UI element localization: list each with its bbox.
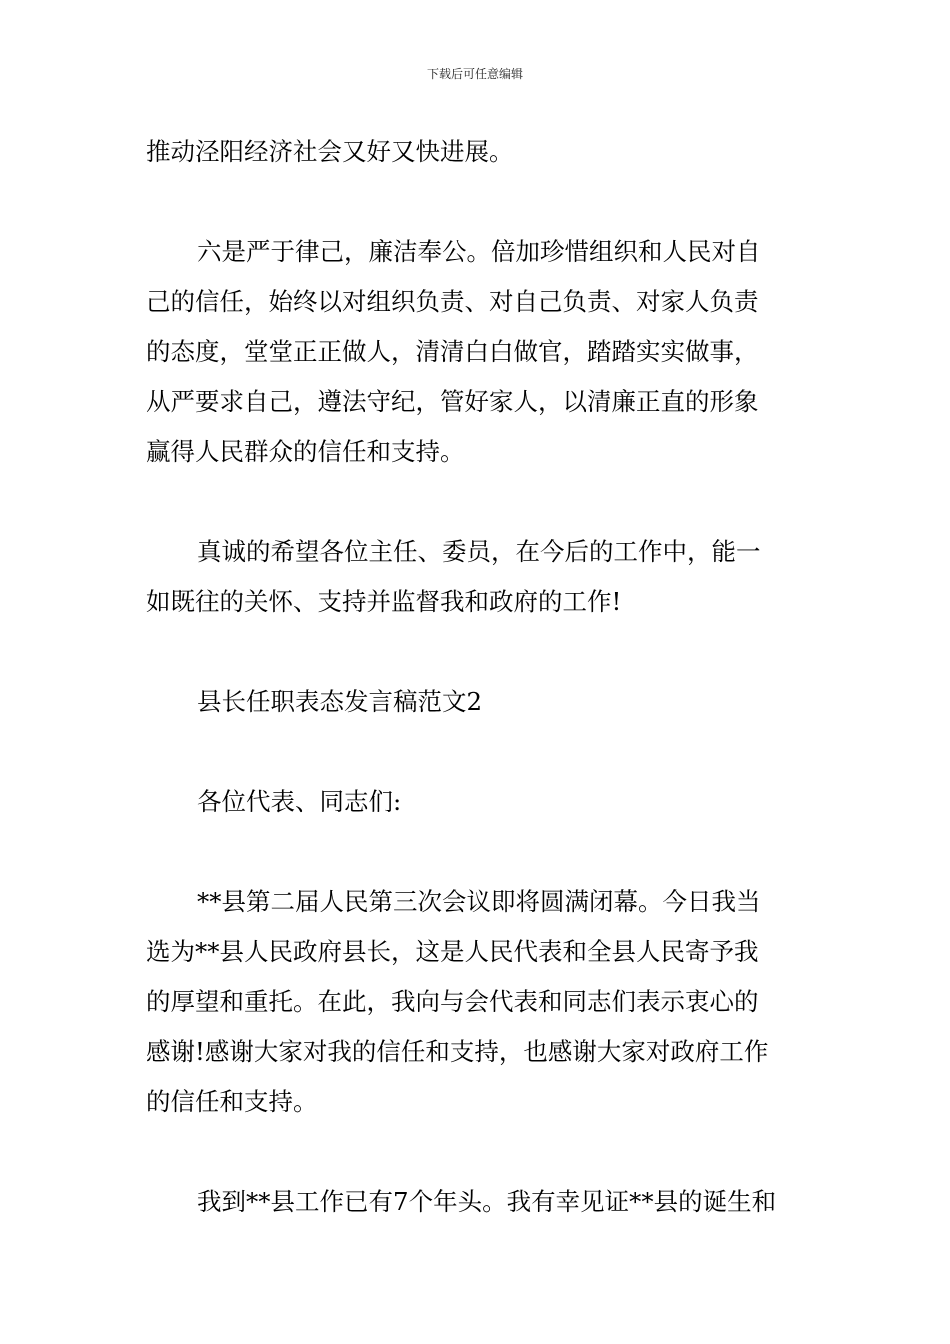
paragraph-line: 感谢!感谢大家对我的信任和支持，也感谢大家对政府工作 <box>146 1037 769 1066</box>
paragraph-line: 六是严于律己，廉洁奉公。倍加珍惜组织和人民对自 <box>197 237 761 266</box>
paragraph-gap <box>146 827 806 877</box>
document-body <box>146 127 806 1227</box>
paragraph-gap <box>146 1127 806 1177</box>
paragraph-integrity <box>146 227 806 477</box>
paragraph-continuation <box>146 127 806 177</box>
page-header-note: 下载后可任意编辑 <box>426 67 523 81</box>
paragraph-gap <box>146 627 806 677</box>
paragraph-closing-hope <box>146 527 806 627</box>
salutation <box>146 777 806 827</box>
paragraph-line: 我到**县工作已有7个年头。我有幸见证**县的诞生和 <box>197 1187 777 1216</box>
paragraph-line: 赢得人民群众的信任和支持。 <box>146 437 465 466</box>
paragraph-experience <box>146 1177 806 1227</box>
paragraph-line: 推动泾阳经济社会又好又快进展。 <box>146 137 514 166</box>
section-title <box>146 677 806 727</box>
paragraph-line: 己的信任，始终以对组织负责、对自己负责、对家人负责 <box>146 287 759 316</box>
paragraph-line: 的态度，堂堂正正做人，清清白白做官，踏踏实实做事， <box>146 337 759 366</box>
paragraph-line: 选为**县人民政府县长，这是人民代表和全县人民寄予我 <box>146 937 759 966</box>
paragraph-line: **县第二届人民第三次会议即将圆满闭幕。今日我当 <box>197 887 761 916</box>
paragraph-gap <box>146 727 806 777</box>
paragraph-line: 的信任和支持。 <box>146 1087 318 1116</box>
paragraph-gap <box>146 177 806 227</box>
paragraph-line: 的厚望和重托。在此，我向与会代表和同志们表示衷心的 <box>146 987 759 1016</box>
salutation-text: 各位代表、同志们: <box>197 787 402 816</box>
paragraph-line: 如既往的关怀、支持并监督我和政府的工作! <box>146 587 622 616</box>
paragraph-line: 从严要求自己，遵法守纪，管好家人，以清廉正直的形象 <box>146 387 759 416</box>
section-title-text: 县长任职表态发言稿范文2 <box>197 687 483 716</box>
paragraph-election <box>146 877 806 1127</box>
paragraph-gap <box>146 477 806 527</box>
paragraph-line: 真诚的希望各位主任、委员，在今后的工作中，能一 <box>197 537 761 566</box>
